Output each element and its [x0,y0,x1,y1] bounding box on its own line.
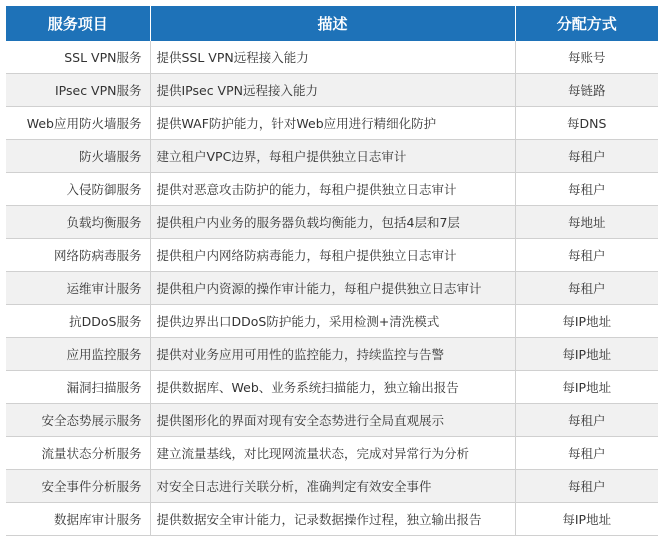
table-body [6,41,658,536]
allocation-method: 每IP地址 [515,503,658,536]
allocation-method: 每租户 [515,173,658,206]
service-description: 提供租户内资源的操作审计能力，每租户提供独立日志审计 [150,272,515,305]
service-description: 对安全日志进行关联分析，准确判定有效安全事件 [150,470,515,503]
table-row [6,140,658,173]
allocation-method: 每地址 [515,206,658,239]
service-table [6,6,658,536]
header-method: 分配方式 [515,6,658,41]
table-row [6,74,658,107]
allocation-method: 每IP地址 [515,371,658,404]
allocation-method: 每租户 [515,272,658,305]
allocation-method: 每租户 [515,140,658,173]
table-row [6,437,658,470]
allocation-method: 每账号 [515,41,658,74]
header-description: 描述 [150,6,515,41]
service-name: 安全态势展示服务 [6,404,150,437]
service-name: 应用监控服务 [6,338,150,371]
service-name: 抗DDoS服务 [6,305,150,338]
service-name: 数据库审计服务 [6,503,150,536]
table-row [6,239,658,272]
header-row [6,6,658,41]
service-description: 提供SSL VPN远程接入能力 [150,41,515,74]
allocation-method: 每租户 [515,404,658,437]
service-description: 提供边界出口DDoS防护能力，采用检测+清洗模式 [150,305,515,338]
allocation-method: 每链路 [515,74,658,107]
allocation-method: 每IP地址 [515,338,658,371]
table-row [6,503,658,536]
service-description: 提供数据库、Web、业务系统扫描能力，独立输出报告 [150,371,515,404]
table-row [6,41,658,74]
header-service: 服务项目 [6,6,150,41]
table-row [6,470,658,503]
table-header [6,6,658,41]
service-name: SSL VPN服务 [6,41,150,74]
service-name: 安全事件分析服务 [6,470,150,503]
service-description: 提供对恶意攻击防护的能力，每租户提供独立日志审计 [150,173,515,206]
table-row [6,338,658,371]
allocation-method: 每租户 [515,470,658,503]
service-name: 入侵防御服务 [6,173,150,206]
service-description: 提供租户内网络防病毒能力，每租户提供独立日志审计 [150,239,515,272]
service-description: 提供数据安全审计能力，记录数据操作过程，独立输出报告 [150,503,515,536]
service-description: 提供图形化的界面对现有安全态势进行全局直观展示 [150,404,515,437]
allocation-method: 每租户 [515,239,658,272]
service-name: 负载均衡服务 [6,206,150,239]
service-description: 提供租户内业务的服务器负载均衡能力，包括4层和7层 [150,206,515,239]
service-name: 运维审计服务 [6,272,150,305]
service-description: 建立租户VPC边界，每租户提供独立日志审计 [150,140,515,173]
table-row [6,173,658,206]
service-description: 提供对业务应用可用性的监控能力，持续监控与告警 [150,338,515,371]
allocation-method: 每DNS [515,107,658,140]
service-name: 漏洞扫描服务 [6,371,150,404]
allocation-method: 每租户 [515,437,658,470]
table-row [6,404,658,437]
service-description: 提供WAF防护能力，针对Web应用进行精细化防护 [150,107,515,140]
table-row [6,371,658,404]
table-row [6,305,658,338]
service-name: IPsec VPN服务 [6,74,150,107]
service-description: 提供IPsec VPN远程接入能力 [150,74,515,107]
service-name: 流量状态分析服务 [6,437,150,470]
service-name: 网络防病毒服务 [6,239,150,272]
service-name: 防火墙服务 [6,140,150,173]
table-row [6,206,658,239]
allocation-method: 每IP地址 [515,305,658,338]
service-description: 建立流量基线，对比现网流量状态，完成对异常行为分析 [150,437,515,470]
table-row [6,272,658,305]
table-row [6,107,658,140]
service-name: Web应用防火墙服务 [6,107,150,140]
service-table-container [6,6,658,536]
